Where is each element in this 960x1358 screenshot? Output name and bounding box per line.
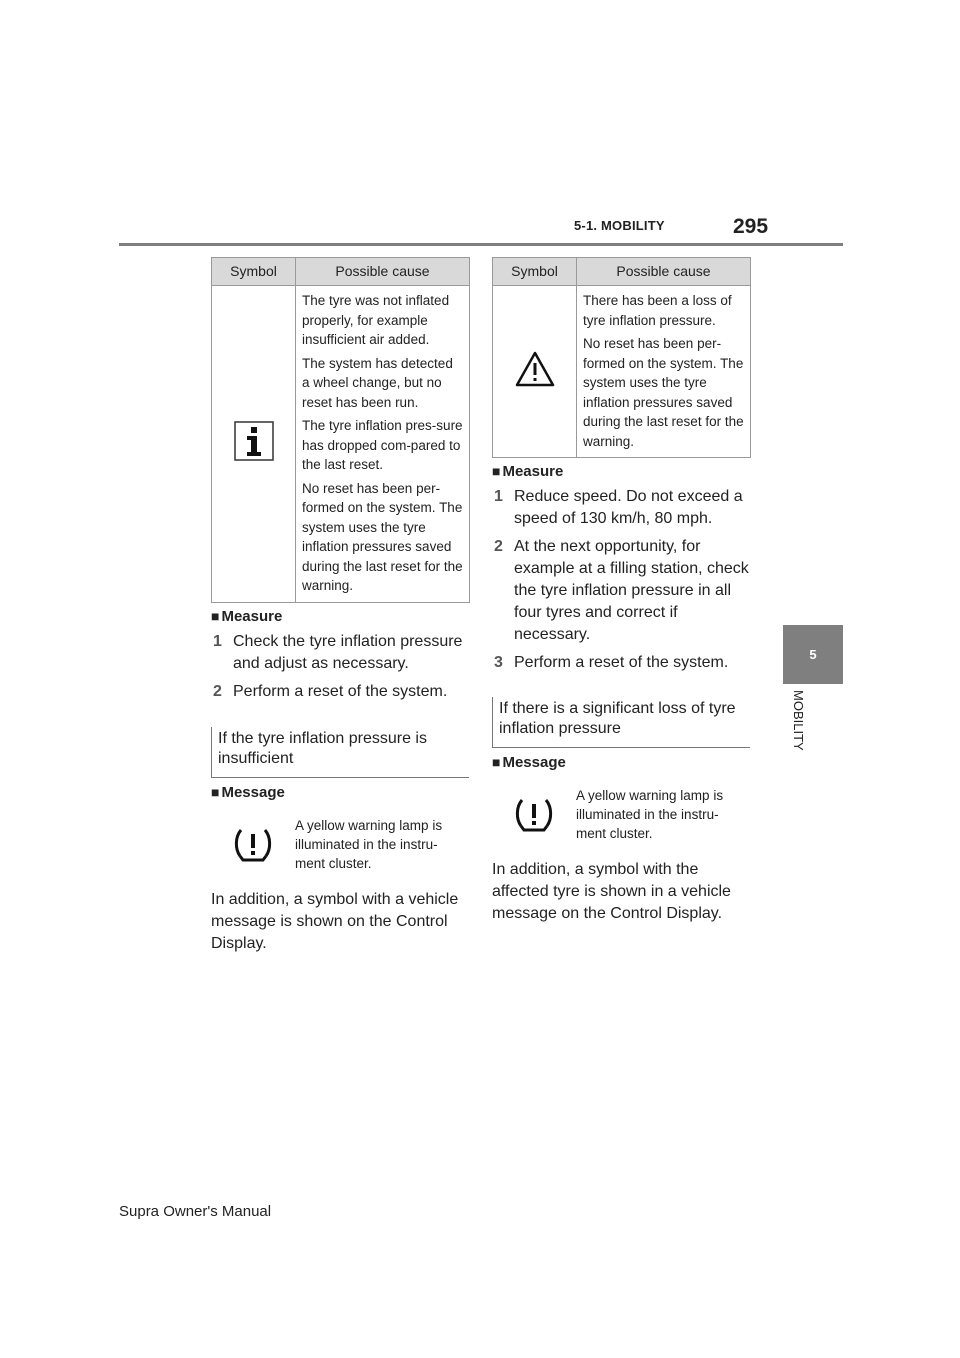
symbol-cause-table-right [492, 257, 751, 458]
header-divider [119, 243, 843, 246]
chapter-number: 5 [809, 647, 817, 662]
step-item: 1 Reduce speed. Do not exceed a speed of 130 km/h, 80 mph. [494, 488, 743, 527]
section-title: 5-1. MOBILITY [574, 218, 665, 233]
message-heading: ■ Message [211, 784, 285, 801]
message-paragraph: In addition, a symbol with a vehicle message is shown on the Control Display. [211, 891, 459, 952]
message-row [492, 786, 750, 843]
message-row [211, 816, 469, 873]
bullet-square-icon: ■ [211, 784, 220, 800]
step-item: 2 At the next opportunity, for example at a filling station, check the tyre inflation pressure in all four tyres and correct if necessary. [494, 538, 749, 643]
step-item: 3 Perform a reset of the system. [494, 654, 729, 671]
symbol-cell [493, 286, 577, 458]
message-heading: ■ Message [492, 754, 566, 771]
subsection-heading: If there is a significant loss of tyre inflation pressure [492, 697, 750, 748]
measure-section-right [492, 460, 750, 674]
symbol-cause-table-left [211, 257, 470, 603]
page-number: 295 [733, 215, 769, 238]
measure-heading: ■ Measure [492, 463, 564, 480]
footer-text: Supra Owner's Manual [119, 1203, 272, 1220]
measure-heading: ■ Measure [211, 608, 283, 625]
message-section-left [211, 781, 469, 955]
chapter-tab [783, 625, 843, 684]
message-paragraph: In addition, a symbol with the affected tyre is shown in a vehicle message on the Control Display. [492, 861, 731, 922]
lamp-icon-wrap [211, 827, 295, 863]
info-icon [234, 421, 274, 461]
lamp-text: A yellow warning lamp is illuminated in the instru-ment cluster. [295, 818, 443, 871]
cause-cell [577, 286, 751, 458]
warning-triangle-icon [515, 351, 555, 387]
bullet-square-icon: ■ [492, 463, 501, 479]
cause-text: The tyre was not inflated properly, for example insufficient air added. [302, 293, 450, 347]
bullet-square-icon: ■ [492, 754, 501, 770]
measure-section-left [211, 605, 469, 703]
cause-cell [296, 286, 470, 603]
step-item: 2 Perform a reset of the system. [213, 683, 448, 700]
bullet-square-icon: ■ [211, 608, 220, 624]
cause-text: There has been a loss of tyre inflation pressure. [583, 293, 732, 328]
subsection-heading: If the tyre inflation pressure is insufficient [211, 727, 469, 778]
cause-text: The tyre inflation pres-sure has dropped com-pared to the last reset. [302, 418, 463, 472]
col-header-symbol: Symbol [212, 258, 296, 286]
step-item: 1 Check the tyre inflation pressure and adjust as necessary. [213, 633, 463, 672]
tyre-pressure-warning-icon [514, 797, 554, 833]
tyre-pressure-warning-icon [233, 827, 273, 863]
chapter-label: MOBILITY [791, 690, 806, 751]
lamp-icon-wrap [492, 797, 576, 833]
message-section-right [492, 751, 750, 925]
cause-text: No reset has been per-formed on the system. The system uses the tyre inflation pressures saved during the last reset for the warning. [583, 336, 744, 449]
lamp-text: A yellow warning lamp is illuminated in the instru-ment cluster. [576, 788, 724, 841]
symbol-cell [212, 286, 296, 603]
cause-text: The system has detected a wheel change, but no reset has been run. [302, 355, 453, 410]
cause-text: No reset has been per-formed on the system. The system uses the tyre inflation pressures saved during the last reset for the warning. [302, 480, 463, 593]
col-header-cause: Possible cause [577, 258, 751, 286]
col-header-cause: Possible cause [296, 258, 470, 286]
col-header-symbol: Symbol [493, 258, 577, 286]
